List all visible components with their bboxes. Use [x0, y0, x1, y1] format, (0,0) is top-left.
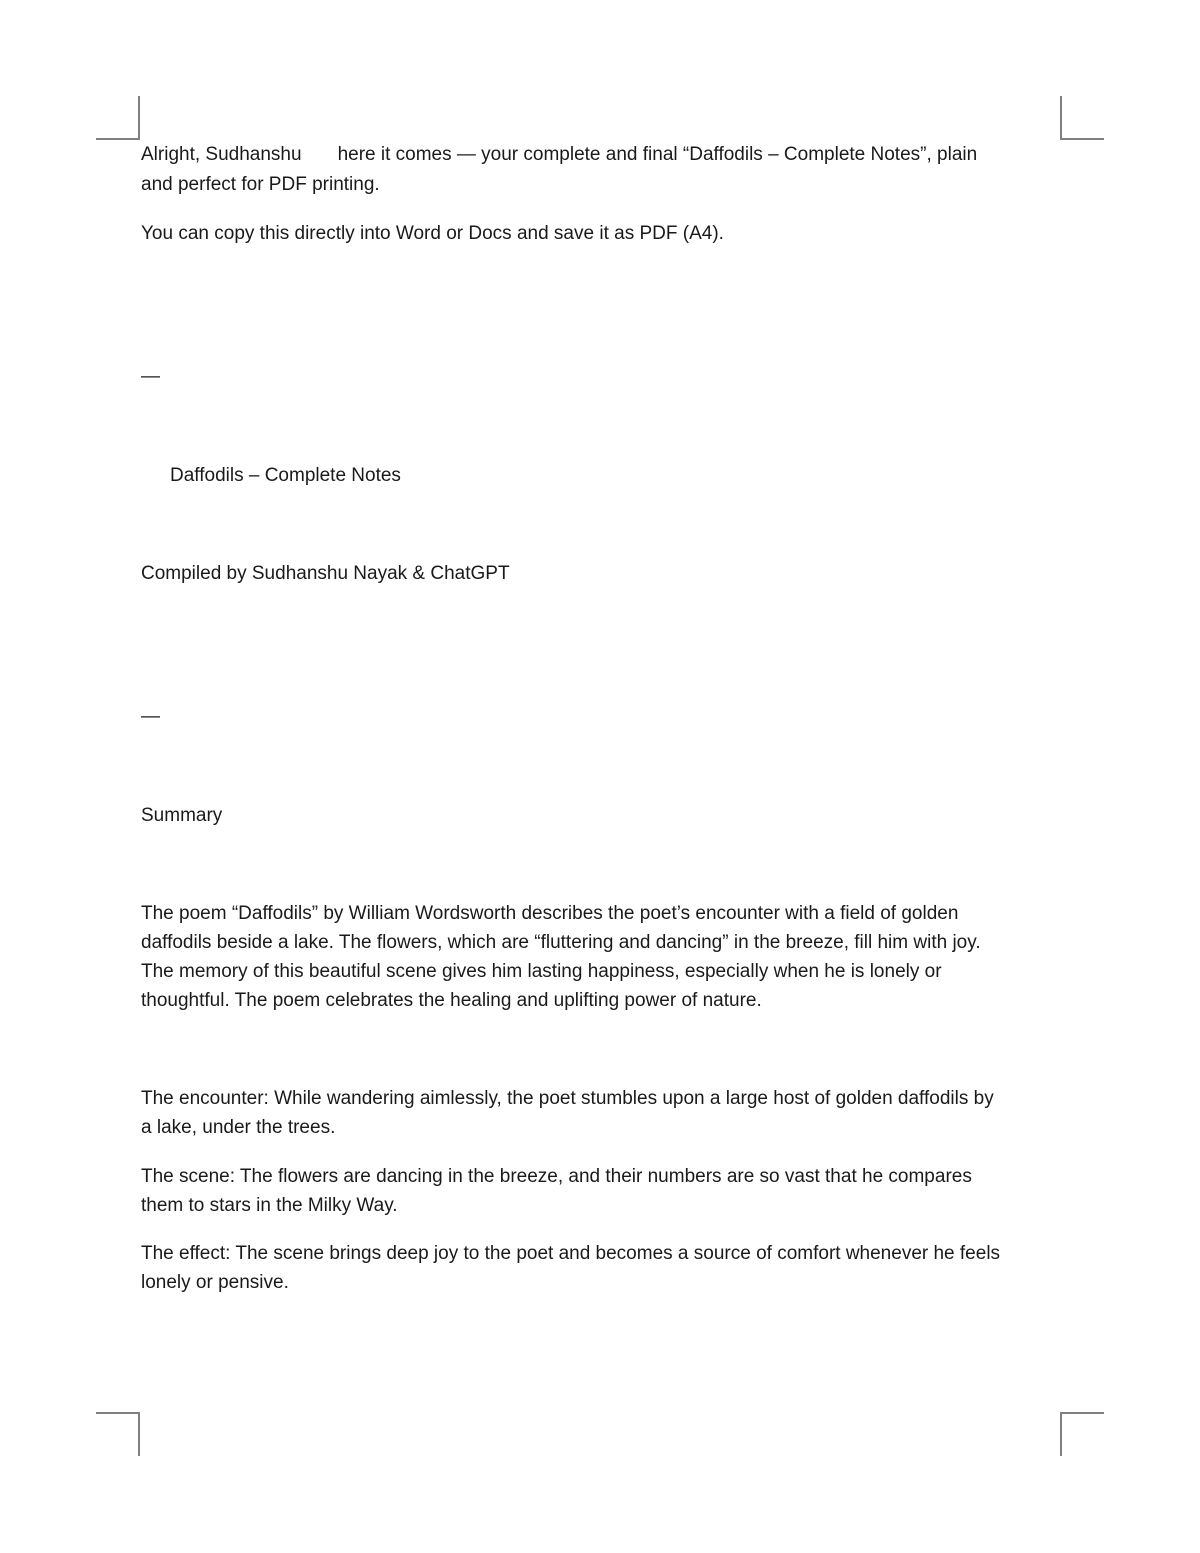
summary-line: The memory of this beautiful scene gives him lasting happiness, especially when he is lonely or: [141, 961, 942, 982]
point-line: The effect: The scene brings deep joy to the poet and becomes a source of comfort whenever he feels: [141, 1243, 1001, 1264]
intro-line-2: and perfect for PDF printing.: [141, 174, 380, 195]
document-title: Daffodils – Complete Notes: [170, 465, 401, 486]
crop-mark-bottom-left: [96, 1412, 140, 1456]
point-line: The scene: The flowers are dancing in the breeze, and their numbers are so vast that he compares: [141, 1166, 972, 1187]
crop-mark-bottom-right: [1060, 1412, 1104, 1456]
summary-line: The poem “Daffodils” by William Wordsworth describes the poet’s encounter with a field of golden: [141, 903, 959, 924]
point-line: them to stars in the Milky Way.: [141, 1195, 398, 1216]
crop-mark-top-left: [96, 96, 140, 140]
intro-line-1: [141, 140, 1061, 169]
compiled-by: Compiled by Sudhanshu Nayak & ChatGPT: [141, 563, 510, 584]
summary-paragraph: [141, 899, 1061, 1015]
summary-heading: Summary: [141, 805, 223, 826]
copy-note: You can copy this directly into Word or Docs and save it as PDF (A4).: [141, 223, 724, 244]
summary-line: thoughtful. The poem celebrates the healing and uplifting power of nature.: [141, 990, 762, 1011]
point-scene: [141, 1162, 1061, 1220]
point-encounter: [141, 1084, 1061, 1142]
intro-continuation: here it comes — your complete and final “Daffodils – Complete Notes”, plain: [337, 144, 978, 165]
point-line: a lake, under the trees.: [141, 1117, 336, 1138]
divider-1: —: [141, 366, 160, 387]
crop-mark-top-right: [1060, 96, 1104, 140]
summary-line: daffodils beside a lake. The flowers, which are “fluttering and dancing” in the breeze, fill him with joy.: [141, 932, 981, 953]
point-line: lonely or pensive.: [141, 1272, 289, 1293]
divider-2: —: [141, 706, 160, 727]
point-effect: [141, 1239, 1061, 1297]
point-line: The encounter: While wandering aimlessly, the poet stumbles upon a large host of golden daffodils by: [141, 1088, 994, 1109]
intro-greeting: Alright, Sudhanshu: [141, 144, 302, 165]
